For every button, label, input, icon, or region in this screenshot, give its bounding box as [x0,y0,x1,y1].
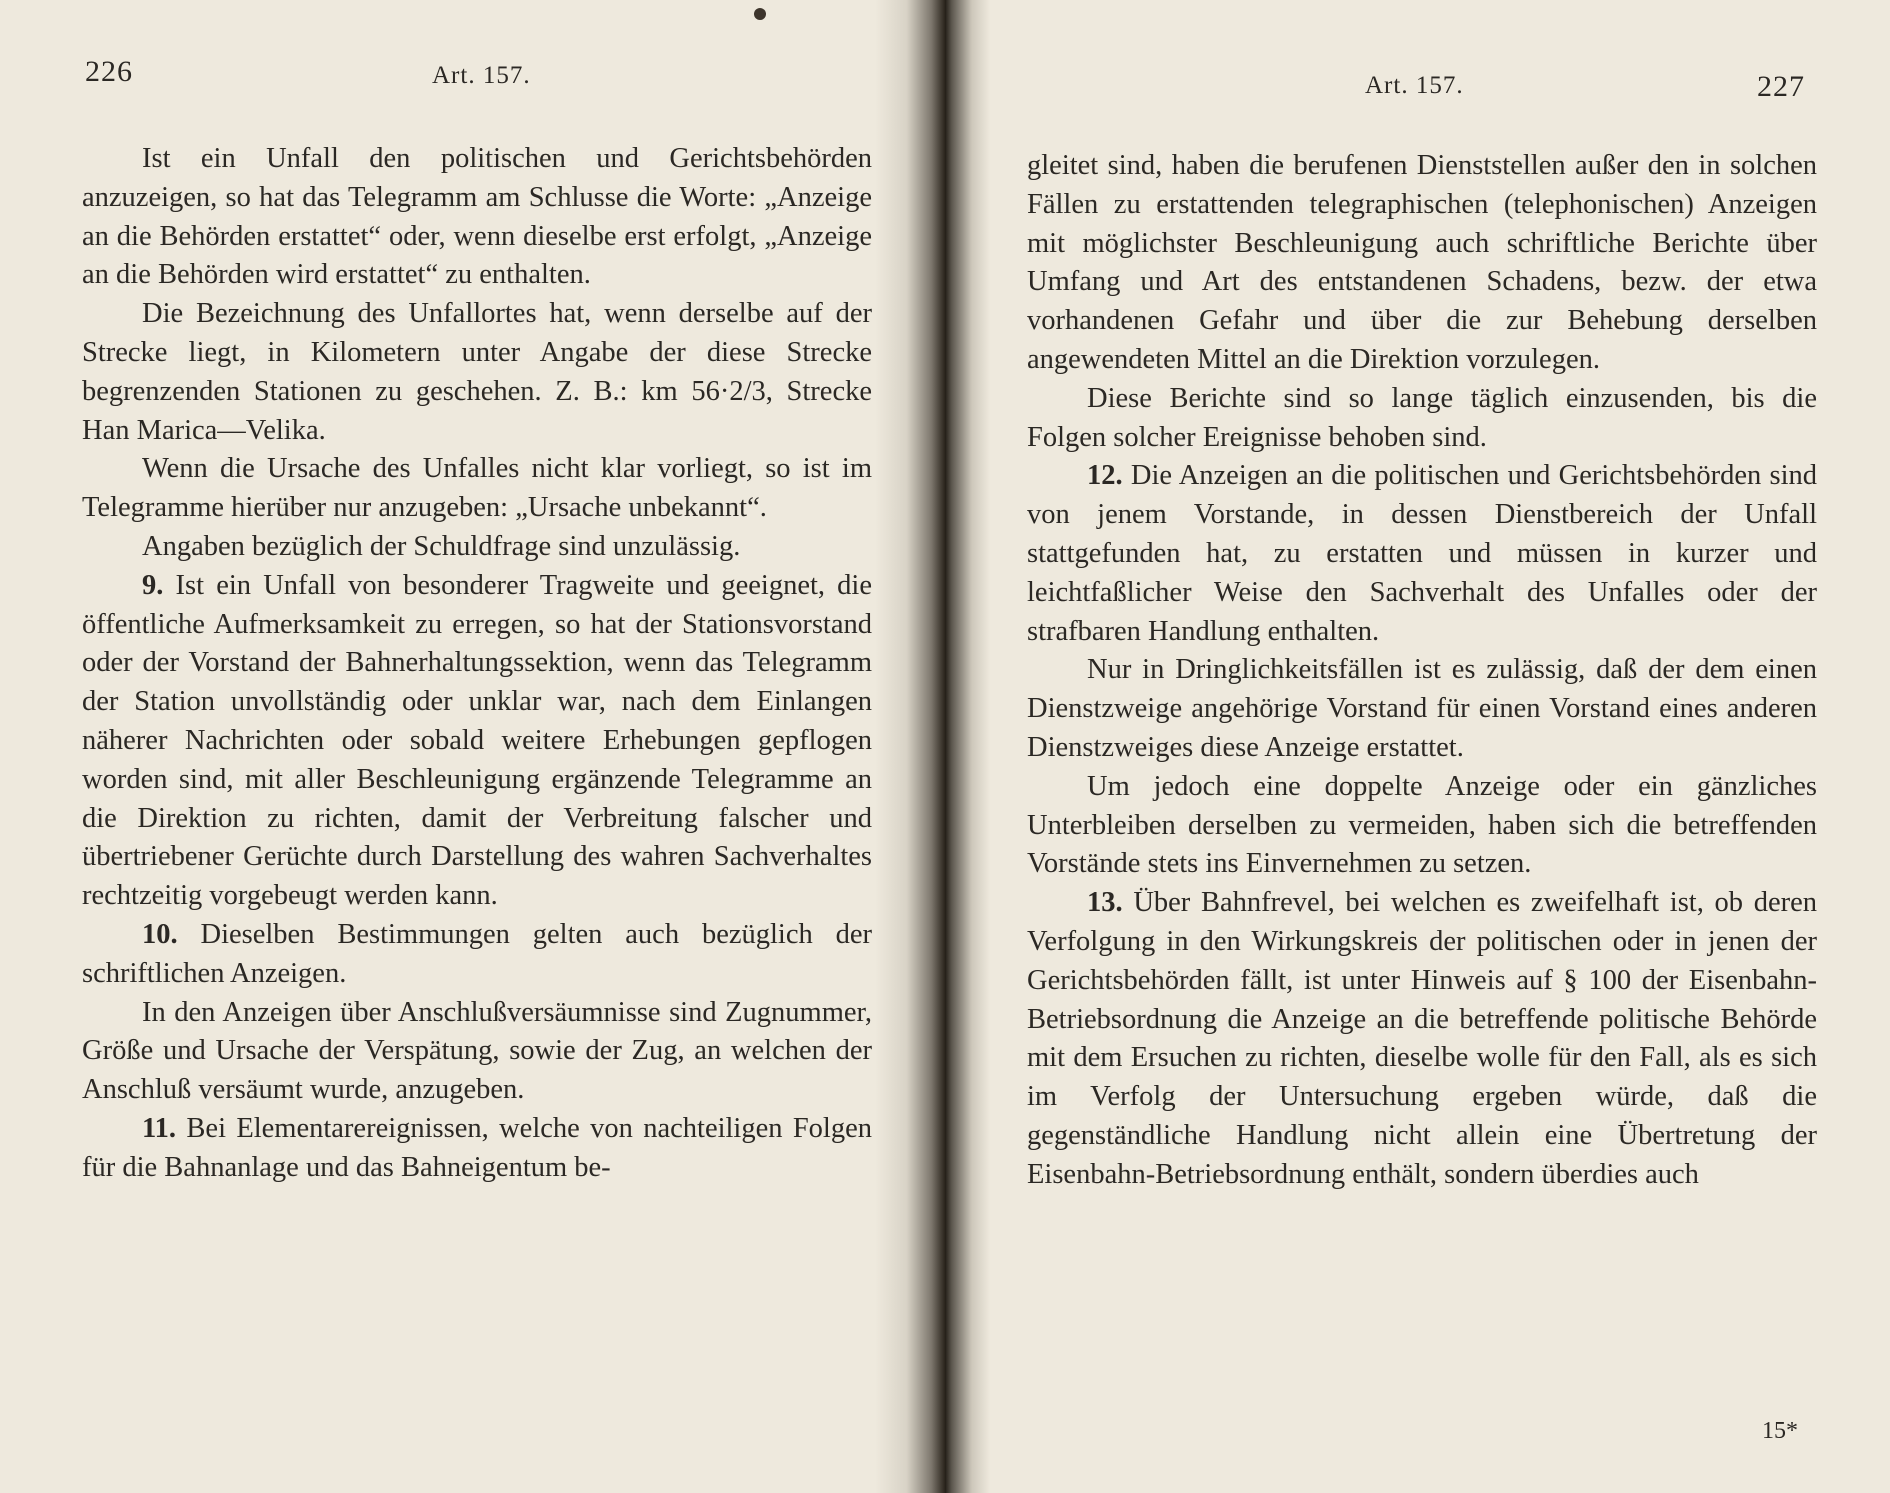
paragraph [1027,768,1817,884]
running-head-right: Art. 157. [1365,72,1464,99]
paragraph [82,916,872,994]
right-body-text [1027,147,1817,1195]
signature-mark: 15* [1762,1418,1798,1444]
paragraph [82,994,872,1110]
paragraph-text: Ist ein Unfall von besonderer Tragweite und geeignet, die öffentliche Aufmerksamkeit zu erregen, so hat der Stationsvorstand oder der Vorstand der Bahnerhaltungssektion, wenn das Telegramm der Station unvollständig oder unklar war, nach dem Einlangen näherer Nachrichten oder sobald weitere Erhebungen gepflogen worden sind, mit aller Beschleunigung ergänzende Telegramme an die Direktion zu richten, damit der Verbreitung falscher und übertriebener Gerüchte durch Darstellung des wahren Sachverhaltes rechtzeitig vorgebeugt werden kann. [82,569,872,912]
paragraph [1027,884,1817,1194]
paragraph-text: Die Anzeigen an die politischen und Gerichtsbehörden sind von jenem Vorstande, in dessen Dienstbereich der Unfall stattgefunden hat, zu erstatten und müssen in kurzer und leichtfaßlicher Weise den Sachverhalt des Unfalles oder der strafbaren Handlung enthalten. [1027,460,1818,647]
paragraph-text: Die Bezeichnung des Unfallortes hat, wenn derselbe auf der Strecke liegt, in Kilometern unter Angabe der diese Strecke begrenzenden Stationen zu geschehen. Z. B.: km 56·2/3, Strecke Han Marica—Velika. [82,298,872,446]
gutter-shadow [875,0,945,1493]
paragraph-text: Diese Berichte sind so lange täglich einzusenden, bis die Folgen solcher Ereignisse behoben sind. [1027,382,1817,453]
paragraph-text: Über Bahnfrevel, bei welchen es zweifelhaft ist, ob deren Verfolgung in den Wirkungskreis der politischen oder in jenen der Gerichtsbehörden fällt, ist unter Hinweis auf § 100 der Eisenbahn-Betriebsordnung die Anzeige an die betreffende politische Behörde mit dem Ersuchen zu richten, dieselbe wolle für den Fall, als es sich im Verfolg der Untersuchung ergeben würde, daß die gegenständliche Handlung nicht allein eine Übertretung der Eisenbahn-Betriebsordnung enthält, sondern überdies auch [1027,887,1817,1190]
paragraph-number: 11. [142,1112,177,1144]
paragraph-number: 12. [1087,460,1123,492]
paragraph-number: 13. [1087,887,1123,919]
paragraph [82,140,872,295]
paragraph-text: Nur in Dringlichkeitsfällen ist es zulässig, daß der dem einen Dienstzweige angehörige Vorstand für einen Vorstand eines anderen Dienstzweiges diese Anzeige erstattet. [1027,654,1817,763]
paragraph [1027,457,1817,651]
paragraph [82,450,872,528]
page-number-left: 226 [85,55,133,88]
paragraph [1027,651,1817,767]
paragraph [82,295,872,450]
paragraph-number: 10. [142,918,178,950]
running-head-left: Art. 157. [432,62,531,89]
paragraph-text: Wenn die Ursache des Unfalles nicht klar vorliegt, so ist im Telegramme hierüber nur anzugeben: „Ursache unbekannt“. [82,453,872,524]
paragraph-text: Ist ein Unfall den politischen und Gerichtsbehörden anzuzeigen, so hat das Telegramm am Schlusse die Worte: „Anzeige an die Behörden erstattet“ oder, wenn dieselbe erst erfolgt, „Anzeige an die Behörden wird erstattet“ zu enthalten. [82,143,872,291]
left-body-text [82,140,872,1188]
paragraph-text: Dieselben Bestimmungen gelten auch bezüglich der schriftlichen Anzeigen. [82,918,872,989]
paragraph-text: gleitet sind, haben die berufenen Dienststellen außer den in solchen Fällen zu erstattenden telegraphischen (telephonischen) Anzeigen mit möglichster Beschleunigung auch schriftliche Berichte über Umfang und Art des entstandenen Schadens, bezw. der etwa vorhandenen Gefahr und über die zur Behebung derselben angewendeten Mittel an die Direktion vorzulegen. [1027,150,1817,375]
paragraph-number: 9. [142,569,164,601]
page-number-right: 227 [1757,70,1805,103]
right-page [945,0,1890,1493]
ink-dot [754,8,766,20]
paragraph [82,567,872,916]
paragraph-text: Angaben bezüglich der Schuldfrage sind unzulässig. [142,530,741,562]
paragraph-text: Bei Elementarereignissen, welche von nachteiligen Folgen für die Bahnanlage und das Bahneigentum be- [82,1112,873,1183]
paragraph [1027,147,1817,380]
paragraph-text: In den Anzeigen über Anschlußversäumnisse sind Zugnummer, Größe und Ursache der Verspätung, sowie der Zug, an welchen der Anschluß versäumt wurde, anzugeben. [82,996,872,1106]
paragraph [82,528,872,567]
gutter-shadow [945,0,990,1493]
paragraph [82,1110,872,1188]
paragraph-text: Um jedoch eine doppelte Anzeige oder ein gänzliches Unterbleiben derselben zu vermeiden, haben sich die betreffenden Vorstände stets ins Einvernehmen zu setzen. [1027,770,1817,880]
paragraph [1027,380,1817,458]
